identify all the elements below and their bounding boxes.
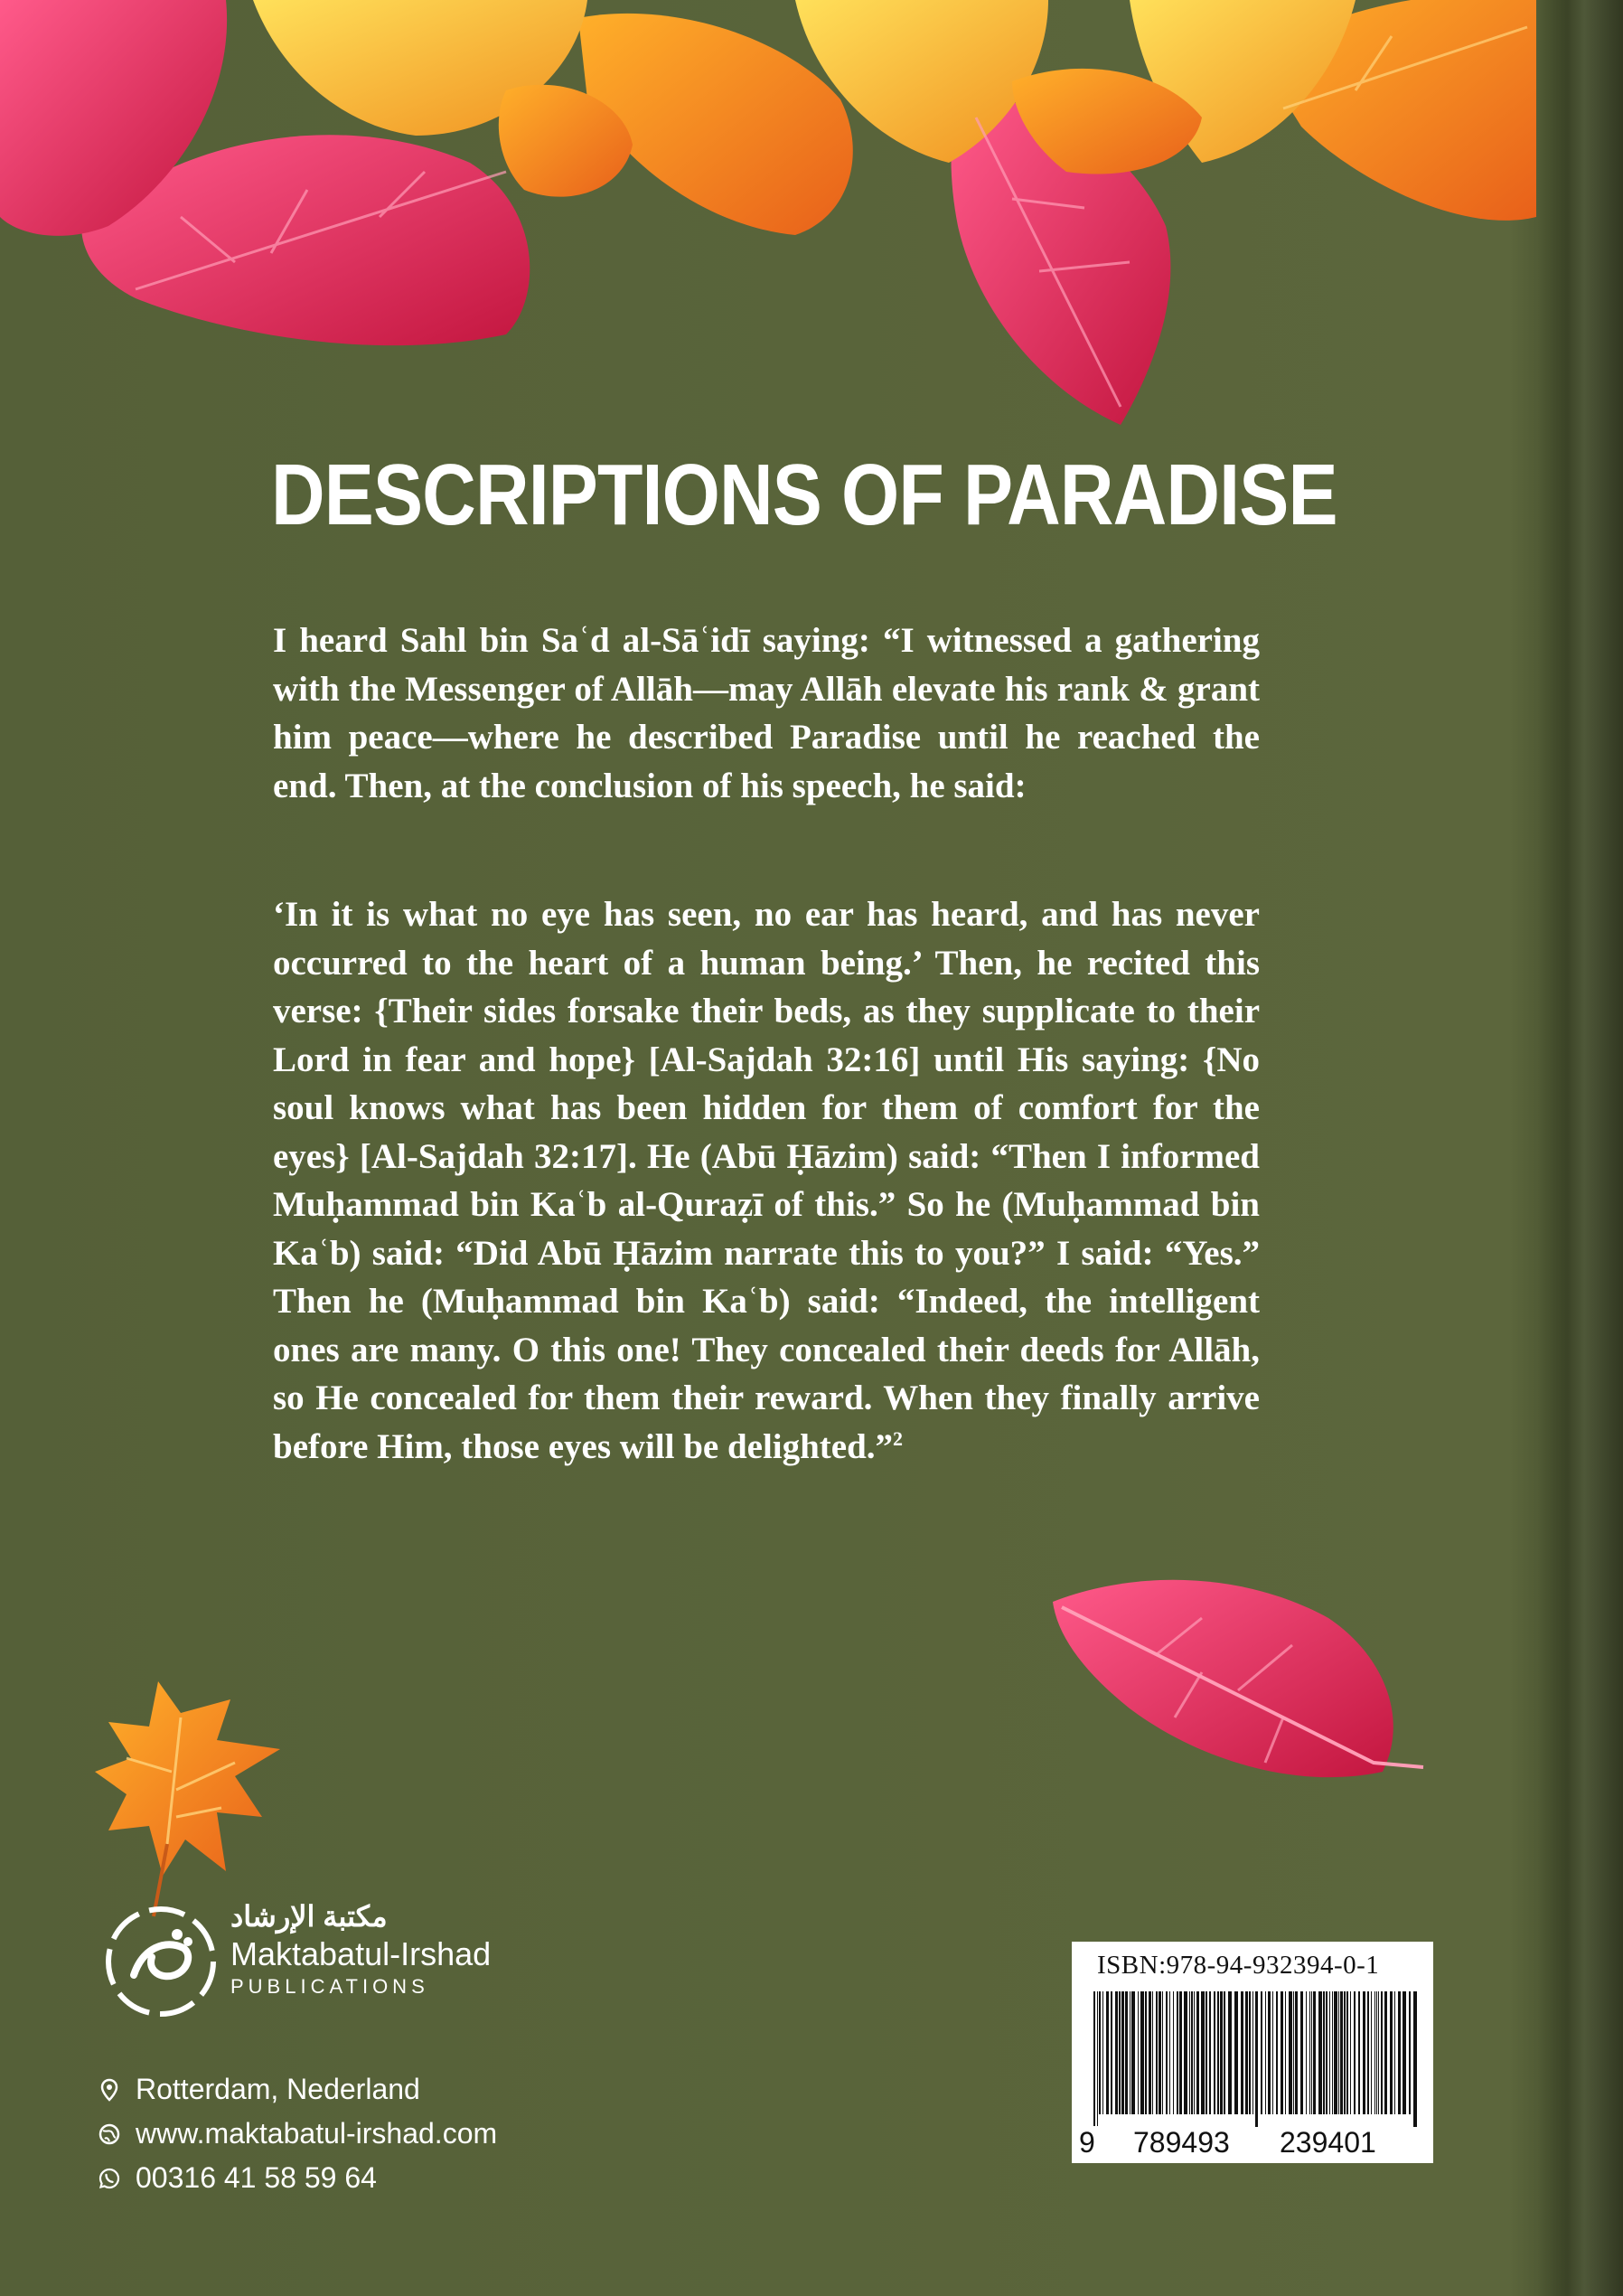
contact-website: [98, 2117, 497, 2150]
barcode-bar: [1384, 1991, 1387, 2114]
leaf-orange-bottom-left: [95, 1681, 280, 1876]
barcode-bar: [1173, 1991, 1174, 2114]
barcode-bar: [1245, 1991, 1248, 2114]
barcode-bar: [1177, 1991, 1178, 2114]
barcode-bar: [1196, 1991, 1199, 2114]
barcode-bar: [1329, 1991, 1330, 2114]
barcode-bar: [1162, 1991, 1163, 2114]
barcode-bar: [1281, 1991, 1283, 2114]
barcode-digit-first: 9: [1075, 2126, 1099, 2160]
barcode-bar: [1191, 1991, 1193, 2114]
barcode-bar: [1409, 1991, 1411, 2114]
barcode-bar: [1378, 1991, 1379, 2114]
barcode-bar: [1289, 1991, 1292, 2114]
barcode-digits-right: 239401: [1276, 2126, 1380, 2160]
barcode-bar: [1179, 1991, 1182, 2114]
publisher-logo-icon: [98, 1898, 224, 2025]
spine-shadow: [1537, 0, 1623, 2296]
barcode-bar: [1099, 1991, 1101, 2114]
contact-phone: [98, 2161, 377, 2195]
barcode-bar: [1152, 1991, 1153, 2114]
barcode-bar: [1111, 1991, 1112, 2114]
barcode-bar: [1228, 1991, 1232, 2114]
book-title: DESCRIPTIONS OF PARADISE: [271, 447, 1337, 543]
barcode-bar: [1311, 1991, 1312, 2114]
contact-location: [98, 2073, 420, 2106]
barcode-bar: [1234, 1991, 1238, 2114]
publisher-name: Maktabatul-Irshad: [230, 1935, 492, 1972]
barcode-bar: [1285, 1991, 1286, 2114]
barcode-bar: [1332, 1991, 1333, 2114]
barcode-bar: [1293, 1991, 1294, 2114]
isbn-label: ISBN:978-94-932394-0-1: [1097, 1951, 1380, 1980]
barcode-bar: [1323, 1991, 1325, 2114]
barcode-bar: [1268, 1991, 1271, 2114]
barcode-bar: [1106, 1991, 1109, 2114]
barcode-bar: [1166, 1991, 1168, 2114]
barcode-bar: [1140, 1991, 1144, 2114]
barcode-bar: [1358, 1991, 1360, 2114]
barcode-bar: [1249, 1991, 1251, 2114]
publisher-arabic-name: مكتبة الإرشاد: [230, 1900, 388, 1933]
globe-icon: [98, 2122, 121, 2146]
barcode-bar: [1371, 1991, 1372, 2114]
barcode-bar: [1300, 1991, 1303, 2114]
barcode-bar: [1306, 1991, 1307, 2114]
barcode-bar: [1354, 1991, 1356, 2114]
barcode-bar: [1309, 1991, 1310, 2114]
barcode-bar: [1214, 1991, 1215, 2114]
barcode-bar: [1295, 1991, 1298, 2114]
phone-text: 00316 41 58 59 64: [136, 2161, 377, 2194]
barcode-bar: [1093, 1991, 1095, 2127]
barcode-bar: [1326, 1991, 1327, 2114]
barcode-bar: [1403, 1991, 1406, 2114]
barcode-bar: [1145, 1991, 1147, 2114]
barcode-bar: [1121, 1991, 1124, 2114]
barcode-bar: [1398, 1991, 1401, 2114]
barcode-bar: [1346, 1991, 1348, 2114]
barcode-bar: [1318, 1991, 1322, 2114]
barcode-bar: [1115, 1991, 1118, 2114]
barcode-bar: [1367, 1991, 1369, 2114]
barcode-bar: [1201, 1991, 1205, 2114]
barcode-bars: [1093, 1991, 1419, 2127]
paragraph-2-text: ‘In it is what no eye has seen, no ear has heard, and has never occurred to the heart of a human being.’ Then, he recited this verse: {Their sides forsake their beds, as they supplicate to their Lord in fear and hope} [Al-Sajdah 32:16] until His saying: {No soul knows what has been hidden for them of comfort for the eyes} [Al-Sajdah 32:17]. He (Abū Ḥāzim) said: “Then I informed Muḥammad bin Kaʿb al-Quraẓī of this.” So he (Muḥammad bin Kaʿb) said: “Did Abū Ḥāzim narrate this to you?” I said: “Yes.” Then he (Muḥammad bin Kaʿb) said: “Indeed, the intelligent ones are many. O this one! They concealed their deeds for Allāh, so He concealed for them their reward. When they finally arrive before Him, those eyes will be delighted.”: [273, 895, 1260, 1466]
barcode-bar: [1224, 1991, 1225, 2114]
publisher-block: [230, 1898, 491, 2000]
barcode-bar: [1413, 1991, 1417, 2127]
barcode-bar: [1131, 1991, 1135, 2114]
barcode-bar: [1276, 1991, 1278, 2114]
location-text: Rotterdam, Nederland: [136, 2073, 420, 2105]
barcode-bar: [1194, 1991, 1195, 2114]
barcode-bar: [1102, 1991, 1103, 2114]
barcode-bar: [1255, 1991, 1258, 2127]
barcode-bar: [1252, 1991, 1253, 2114]
barcode-bar: [1097, 1991, 1098, 2127]
barcode-bar: [1272, 1991, 1273, 2114]
barcode-bar: [1184, 1991, 1187, 2114]
barcode-bar: [1159, 1991, 1161, 2114]
barcode-bar: [1381, 1991, 1383, 2114]
barcode-bar: [1261, 1991, 1262, 2114]
barcode-bar: [1125, 1991, 1128, 2114]
location-pin-icon: [98, 2078, 121, 2102]
barcode-digits-left: 789493: [1130, 2126, 1234, 2160]
barcode-bar: [1340, 1991, 1343, 2114]
barcode-bar: [1138, 1991, 1139, 2114]
barcode-bar: [1169, 1991, 1170, 2114]
publisher-subtitle: PUBLICATIONS: [230, 1975, 429, 1998]
barcode-bar: [1374, 1991, 1375, 2114]
barcode-bar: [1338, 1991, 1339, 2114]
barcode-bar: [1189, 1991, 1190, 2114]
whatsapp-icon: [98, 2167, 121, 2190]
paragraph-2: [273, 890, 1260, 1471]
barcode-bar: [1149, 1991, 1151, 2114]
barcode-bar: [1265, 1991, 1266, 2114]
barcode-bar: [1217, 1991, 1219, 2114]
barcode-bar: [1334, 1991, 1337, 2114]
footnote-mark: 2: [893, 1426, 904, 1450]
barcode-bar: [1344, 1991, 1346, 2114]
barcode-bar: [1241, 1991, 1243, 2114]
barcode-bar: [1350, 1991, 1351, 2114]
barcode-bar: [1313, 1991, 1316, 2114]
barcode-bar: [1209, 1991, 1211, 2114]
barcode-bar: [1390, 1991, 1393, 2114]
paragraph-1: I heard Sahl bin Saʿd al-Sāʿidī saying: “I witnessed a gathering with the Messenger of Allāh—may Allāh elevate his rank & grant him peace—where he described Paradise until he reached the end. Then, at the conclusion of his speech, he said:: [273, 621, 1260, 805]
barcode-bar: [1363, 1991, 1365, 2114]
barcode-bar: [1119, 1991, 1121, 2114]
barcode-bar: [1394, 1991, 1395, 2114]
barcode-bar: [1206, 1991, 1207, 2114]
barcode-bar: [1220, 1991, 1223, 2114]
barcode-bar: [1376, 1991, 1377, 2114]
website-link[interactable]: www.maktabatul-irshad.com: [136, 2117, 498, 2150]
barcode-bar: [1156, 1991, 1158, 2114]
